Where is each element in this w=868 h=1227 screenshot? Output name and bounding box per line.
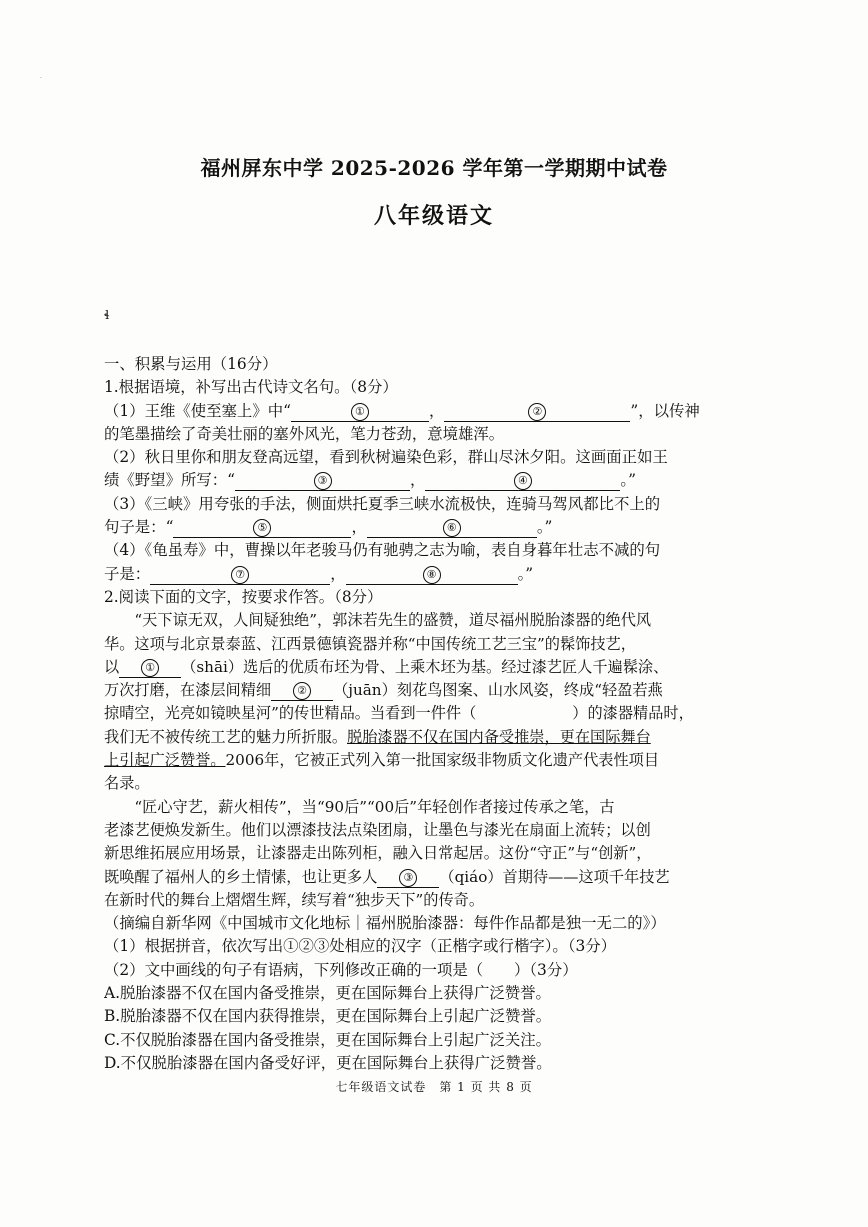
pinyin-blank-3[interactable] xyxy=(377,868,439,888)
exam-subject: 八年级语文 xyxy=(373,203,494,229)
answer-blank-5[interactable] xyxy=(173,518,351,538)
q1-item-3-cont xyxy=(104,516,780,539)
q1-text: ， xyxy=(410,471,426,490)
blank-number: ① xyxy=(141,659,159,677)
blank-number: ⑥ xyxy=(443,519,461,537)
answer-blank-1[interactable] xyxy=(291,402,429,422)
blank-number: ⑦ xyxy=(231,566,249,584)
passage-line: 华。这项与北京景泰蓝、江西景德镇瓷器并称“中国传统工艺三宝”的髹饰技艺， xyxy=(104,634,636,653)
answer-blank-3[interactable] xyxy=(235,471,410,491)
page-footer: 七年级语文试卷 第 1 页 共 8 页 xyxy=(335,1080,533,1094)
option-a: A.脱胎漆器不仅在国内备受推崇，更在国际舞台上获得广泛赞誉。 xyxy=(104,984,551,1003)
q2-sub-2: （2）文中画线的句子有语病，下列修改正确的一项是（ ）（3分） xyxy=(104,960,578,979)
answer-blank-8[interactable] xyxy=(346,565,518,585)
q1-item-4: （4）《龟虽寿》中，曹操以年老骏马仍有驰骋之志为喻，表自身暮年壮志不减的句 xyxy=(104,541,661,560)
exam-content xyxy=(104,353,780,1075)
passage-line: “天下谅无双，人间疑独绝”，郭沫若先生的盛赞，道尽福州脱胎漆器的绝代风 xyxy=(134,611,652,630)
passage-line xyxy=(104,679,780,702)
blank-number: ③ xyxy=(314,472,332,490)
answer-blank-6[interactable] xyxy=(367,518,537,538)
q1-item-2: （2）秋日里你和朋友登高远望，看到秋树遍染色彩，群山尽沐夕阳。这画面正如王 xyxy=(104,448,668,467)
option-c: C.不仅脱胎漆器在国内备受推崇，更在国际舞台上引起广泛关注。 xyxy=(104,1030,552,1049)
question-2-stem: 2.阅读下面的文字，按要求作答。（8分） xyxy=(104,587,383,606)
passage-line: 在新时代的舞台上熠熠生辉，续写着“独步天下”的传奇。 xyxy=(104,890,485,909)
passage-text: ）的漆器精品时， xyxy=(572,704,694,723)
answer-blank-4[interactable] xyxy=(425,471,620,491)
passage-line xyxy=(104,656,780,679)
q1-item-1 xyxy=(104,400,780,423)
blank-number: ② xyxy=(293,682,311,700)
q1-text: （1）王维《使至塞上》中“ xyxy=(104,401,291,420)
passage-text: 以 xyxy=(104,657,120,676)
exam-title: 福州屏东中学 2025-2026 学年第一学期期中试卷 xyxy=(200,156,668,180)
underlined-sentence: 上引起广泛赞誉。 xyxy=(104,751,226,770)
passage-source: （摘编自新华网《中国城市文化地标｜福州脱胎漆器：每件作品都是独一无二的》） xyxy=(104,914,666,933)
underlined-sentence: 脱胎漆器不仅在国内备受推崇，更在国际舞台 xyxy=(347,727,651,746)
passage-text: 万次打磨，在漆层间精细 xyxy=(104,681,272,700)
option-b: B.脱胎漆器不仅在国内获得推崇，更在国际舞台上引起广泛赞誉。 xyxy=(104,1007,552,1026)
blank-number: ② xyxy=(528,403,546,421)
q1-text: 。” xyxy=(536,518,553,537)
blank-number: ③ xyxy=(399,869,417,887)
passage-line: 名录。 xyxy=(104,774,150,793)
scan-speck: · xyxy=(40,75,42,82)
question-1-stem: 1.根据语境，补写出古代诗文名句。（8分） xyxy=(104,378,398,397)
passage-text: （qiáo）首期待——这项千年技艺 xyxy=(439,867,670,886)
passage-line xyxy=(104,749,780,772)
answer-blank-7[interactable] xyxy=(150,565,330,585)
passage-line xyxy=(104,726,780,749)
passage-text: 既唤醒了福州人的乡土情愫，也让更多人 xyxy=(104,867,378,886)
section-heading: 一、积累与运用（16分） xyxy=(104,355,278,373)
pinyin-blank-2[interactable] xyxy=(271,681,333,701)
passage-line xyxy=(104,702,780,725)
q1-text: ， xyxy=(428,401,445,420)
passage-text: （shāi）选后的优质布坯为骨、上乘木坯为基。经过漆艺匠人千遍髹涂、 xyxy=(181,657,669,676)
q1-text: ， xyxy=(330,564,346,583)
option-d: D.不仅脱胎漆器在国内备受好评，更在国际舞台上获得广泛赞誉。 xyxy=(104,1053,552,1072)
q1-item-1-cont: 的笔墨描绘了奇美壮丽的塞外风光，笔力苍劲，意境雄浑。 xyxy=(104,424,505,443)
q1-item-2-cont xyxy=(104,469,780,492)
q2-sub-1: （1）根据拼音，依次写出①②③处相应的汉字（正楷字或行楷字）。（3分） xyxy=(104,937,617,956)
q1-text: ”，以传神 xyxy=(630,401,700,420)
q1-text: 绩《野望》所写：“ xyxy=(104,471,235,490)
q1-item-3: （3）《三峡》用夸张的手法，侧面烘托夏季三峡水流极快，连骑马驾风都比不上的 xyxy=(104,494,661,513)
blank-number: ⑤ xyxy=(253,519,271,537)
passage-line xyxy=(104,866,780,889)
q1-text: 。” xyxy=(517,564,534,583)
pinyin-blank-1[interactable] xyxy=(119,658,181,678)
passage-text: 掠晴空，光亮如镜映星河”的传世精品。当看到一件件（ xyxy=(104,704,477,723)
blank-number: ④ xyxy=(514,472,532,490)
passage-text: （juān）刻花鸟图案、山水风姿，终成“轻盈若燕 xyxy=(333,681,663,700)
blank-number: ① xyxy=(351,403,369,421)
q1-text: 。” xyxy=(620,471,636,490)
passage-line: “匠心守艺，薪火相传”，当“90后”“00后”年轻创作者接过传承之笔，古 xyxy=(134,797,615,816)
passage-text: 2006年，它被正式列入第一批国家级非物质文化遗产代表性项目 xyxy=(225,751,660,770)
q1-text: 句子是：“ xyxy=(104,518,174,537)
stray-mark: ɬ xyxy=(104,308,110,322)
blank-number: ⑧ xyxy=(423,566,441,584)
q1-item-4-cont xyxy=(104,563,780,586)
q1-text: ， xyxy=(351,518,367,537)
reading-passage xyxy=(104,609,780,912)
passage-line: 老漆艺便焕发新生。他们以漂漆技法点染团扇，让墨色与漆光在扇面上流转；以创 xyxy=(104,820,651,839)
passage-line: 新思维拓展应用场景，让漆器走出陈列柜，融入日常起居。这份“守正”与“创新”， xyxy=(104,844,652,863)
passage-text: 我们无不被传统工艺的魅力所折服。 xyxy=(104,727,347,746)
answer-blank-2[interactable] xyxy=(444,402,630,422)
q1-text: 子是： xyxy=(104,564,151,583)
